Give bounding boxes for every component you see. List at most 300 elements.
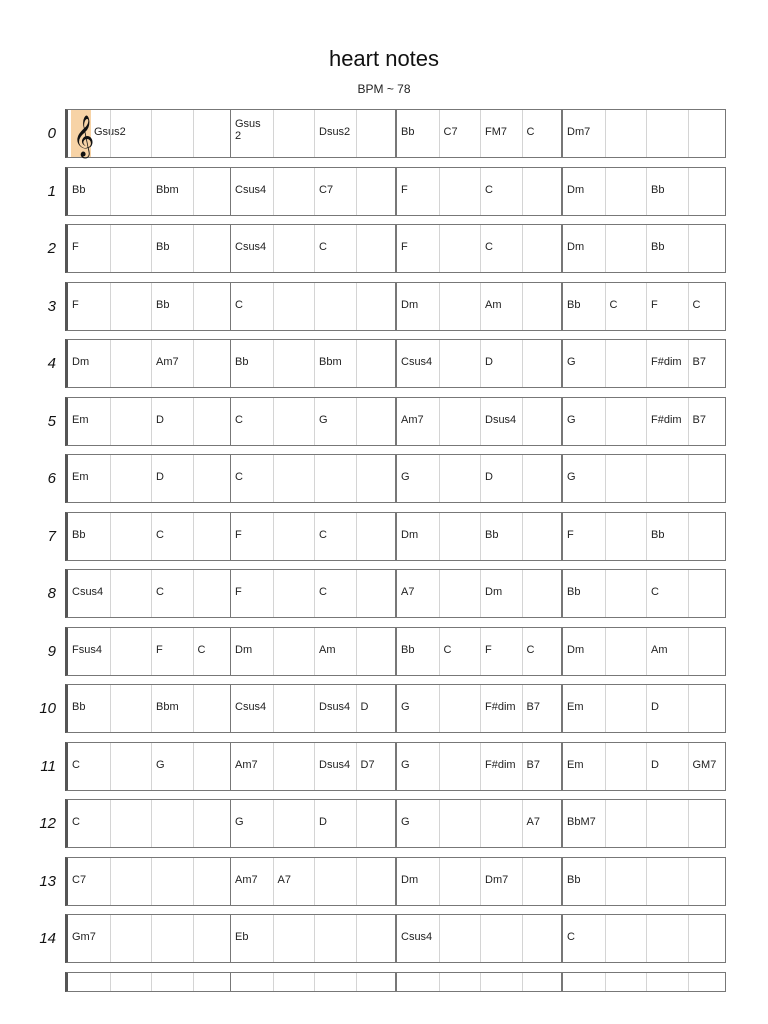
beat-cell[interactable] [314, 685, 356, 732]
beat-cell[interactable] [314, 743, 356, 790]
beat-cell[interactable] [397, 628, 439, 675]
beat-cell[interactable] [151, 513, 193, 560]
beat-cell[interactable] [563, 743, 605, 790]
beat-cell[interactable] [231, 225, 273, 272]
beat-cell[interactable] [151, 398, 193, 445]
beat-cell[interactable] [151, 858, 193, 905]
beat-cell[interactable] [522, 513, 564, 560]
beat-cell[interactable] [688, 225, 730, 272]
measure[interactable] [562, 109, 726, 158]
beat-cell[interactable] [356, 455, 398, 502]
measure[interactable] [230, 397, 396, 446]
beat-cell[interactable] [563, 225, 605, 272]
measure[interactable] [230, 627, 396, 676]
beat-cell[interactable] [397, 800, 439, 847]
measure[interactable] [562, 972, 726, 992]
beat-cell[interactable] [193, 685, 235, 732]
measure[interactable] [230, 799, 396, 848]
beat-cell[interactable] [605, 915, 647, 962]
beat-cell[interactable] [563, 973, 605, 991]
beat-cell[interactable] [563, 340, 605, 387]
beat-cell[interactable] [68, 915, 110, 962]
beat-cell[interactable] [273, 685, 315, 732]
beat-cell[interactable] [314, 398, 356, 445]
beat-cell[interactable] [480, 225, 522, 272]
beat-cell[interactable] [480, 283, 522, 330]
beat-cell[interactable] [273, 858, 315, 905]
beat-cell[interactable] [563, 455, 605, 502]
beat-cell[interactable] [231, 110, 273, 157]
beat-cell[interactable] [439, 973, 481, 991]
measure[interactable] [562, 512, 726, 561]
beat-cell[interactable] [563, 685, 605, 732]
measure[interactable] [65, 109, 231, 158]
beat-cell[interactable] [439, 225, 481, 272]
measure[interactable] [396, 397, 562, 446]
beat-cell[interactable] [480, 973, 522, 991]
beat-cell[interactable] [193, 858, 235, 905]
beat-cell[interactable] [439, 570, 481, 617]
beat-cell[interactable] [110, 743, 152, 790]
measure[interactable] [396, 857, 562, 906]
measure[interactable] [230, 972, 396, 992]
beat-cell[interactable] [193, 800, 235, 847]
measure[interactable] [230, 224, 396, 273]
beat-cell[interactable] [688, 283, 730, 330]
beat-cell[interactable] [397, 513, 439, 560]
beat-cell[interactable] [439, 283, 481, 330]
measure[interactable] [562, 454, 726, 503]
beat-cell[interactable] [688, 513, 730, 560]
beat-cell[interactable] [193, 398, 235, 445]
beat-cell[interactable] [68, 973, 110, 991]
measure[interactable] [65, 857, 231, 906]
beat-cell[interactable] [522, 398, 564, 445]
beat-cell[interactable] [110, 915, 152, 962]
beat-cell[interactable] [397, 973, 439, 991]
beat-cell[interactable] [439, 168, 481, 215]
beat-cell[interactable] [193, 455, 235, 502]
beat-cell[interactable] [231, 973, 273, 991]
beat-cell[interactable] [151, 455, 193, 502]
beat-cell[interactable] [314, 800, 356, 847]
measure[interactable] [65, 569, 231, 618]
beat-cell[interactable] [563, 110, 605, 157]
beat-cell[interactable] [314, 340, 356, 387]
beat-cell[interactable] [605, 455, 647, 502]
beat-cell[interactable] [605, 398, 647, 445]
beat-cell[interactable] [68, 570, 110, 617]
beat-cell[interactable] [439, 915, 481, 962]
beat-cell[interactable] [605, 685, 647, 732]
beat-cell[interactable] [522, 340, 564, 387]
beat-cell[interactable] [439, 110, 481, 157]
beat-cell[interactable] [439, 743, 481, 790]
measure[interactable] [396, 167, 562, 216]
measure[interactable] [230, 512, 396, 561]
beat-cell[interactable] [522, 743, 564, 790]
beat-cell[interactable] [110, 283, 152, 330]
beat-cell[interactable] [563, 628, 605, 675]
beat-cell[interactable] [646, 973, 688, 991]
beat-cell[interactable] [273, 800, 315, 847]
beat-cell[interactable] [397, 685, 439, 732]
beat-cell[interactable] [110, 455, 152, 502]
beat-cell[interactable] [563, 800, 605, 847]
beat-cell[interactable] [480, 513, 522, 560]
beat-cell[interactable] [193, 915, 235, 962]
beat-cell[interactable] [273, 225, 315, 272]
beat-cell[interactable] [193, 225, 235, 272]
beat-cell[interactable] [314, 168, 356, 215]
beat-cell[interactable] [522, 225, 564, 272]
beat-cell[interactable] [231, 570, 273, 617]
beat-cell[interactable] [356, 685, 398, 732]
beat-cell[interactable] [688, 685, 730, 732]
measure[interactable] [396, 742, 562, 791]
beat-cell[interactable] [231, 340, 273, 387]
beat-cell[interactable] [439, 858, 481, 905]
beat-cell[interactable] [68, 455, 110, 502]
beat-cell[interactable] [688, 398, 730, 445]
beat-cell[interactable] [314, 628, 356, 675]
beat-cell[interactable] [273, 973, 315, 991]
beat-cell[interactable] [68, 110, 126, 157]
beat-cell[interactable] [605, 570, 647, 617]
beat-cell[interactable] [273, 110, 315, 157]
measure[interactable] [562, 167, 726, 216]
beat-cell[interactable] [439, 800, 481, 847]
beat-cell[interactable] [522, 455, 564, 502]
beat-cell[interactable] [273, 915, 315, 962]
beat-cell[interactable] [151, 570, 193, 617]
beat-cell[interactable] [356, 168, 398, 215]
measure[interactable] [396, 914, 562, 963]
beat-cell[interactable] [439, 455, 481, 502]
beat-cell[interactable] [397, 915, 439, 962]
beat-cell[interactable] [231, 628, 273, 675]
beat-cell[interactable] [314, 283, 356, 330]
beat-cell[interactable] [522, 110, 564, 157]
beat-cell[interactable] [646, 915, 688, 962]
beat-cell[interactable] [480, 628, 522, 675]
beat-cell[interactable] [151, 168, 193, 215]
beat-cell[interactable] [439, 628, 481, 675]
beat-cell[interactable] [110, 858, 152, 905]
beat-cell[interactable] [356, 743, 398, 790]
beat-cell[interactable] [688, 110, 730, 157]
beat-cell[interactable] [356, 110, 398, 157]
beat-cell[interactable] [273, 283, 315, 330]
beat-cell[interactable] [646, 685, 688, 732]
beat-cell[interactable] [397, 168, 439, 215]
beat-cell[interactable] [563, 398, 605, 445]
measure[interactable] [65, 684, 231, 733]
beat-cell[interactable] [314, 455, 356, 502]
measure[interactable] [65, 799, 231, 848]
beat-cell[interactable] [231, 800, 273, 847]
measure[interactable] [65, 742, 231, 791]
beat-cell[interactable] [193, 110, 235, 157]
measure[interactable] [562, 742, 726, 791]
beat-cell[interactable] [110, 398, 152, 445]
measure[interactable] [396, 627, 562, 676]
beat-cell[interactable] [605, 513, 647, 560]
beat-cell[interactable] [231, 743, 273, 790]
beat-cell[interactable] [231, 283, 273, 330]
beat-cell[interactable] [110, 513, 152, 560]
measure[interactable] [396, 339, 562, 388]
beat-cell[interactable] [563, 570, 605, 617]
beat-cell[interactable] [314, 110, 356, 157]
measure[interactable] [396, 109, 562, 158]
beat-cell[interactable] [688, 628, 730, 675]
beat-cell[interactable] [522, 915, 564, 962]
beat-cell[interactable] [646, 398, 688, 445]
measure[interactable] [562, 339, 726, 388]
measure[interactable] [396, 569, 562, 618]
beat-cell[interactable] [356, 283, 398, 330]
beat-cell[interactable] [522, 168, 564, 215]
beat-cell[interactable] [356, 398, 398, 445]
beat-cell[interactable] [480, 455, 522, 502]
beat-cell[interactable] [688, 455, 730, 502]
beat-cell[interactable] [646, 225, 688, 272]
beat-cell[interactable] [688, 340, 730, 387]
measure[interactable] [396, 454, 562, 503]
beat-cell[interactable] [110, 800, 152, 847]
beat-cell[interactable] [646, 455, 688, 502]
beat-cell[interactable] [356, 915, 398, 962]
measure[interactable] [562, 282, 726, 331]
measure[interactable] [230, 857, 396, 906]
beat-cell[interactable] [151, 973, 193, 991]
beat-cell[interactable] [314, 570, 356, 617]
beat-cell[interactable] [314, 513, 356, 560]
beat-cell[interactable] [151, 685, 193, 732]
beat-cell[interactable] [688, 570, 730, 617]
measure[interactable] [65, 512, 231, 561]
beat-cell[interactable] [480, 743, 522, 790]
beat-cell[interactable] [110, 685, 152, 732]
measure[interactable] [562, 224, 726, 273]
beat-cell[interactable] [193, 570, 235, 617]
beat-cell[interactable] [231, 455, 273, 502]
measure[interactable] [562, 799, 726, 848]
beat-cell[interactable] [397, 398, 439, 445]
beat-cell[interactable] [688, 973, 730, 991]
beat-cell[interactable] [273, 743, 315, 790]
beat-cell[interactable] [522, 858, 564, 905]
beat-cell[interactable] [646, 340, 688, 387]
measure[interactable] [562, 857, 726, 906]
measure[interactable] [396, 224, 562, 273]
beat-cell[interactable] [231, 915, 273, 962]
beat-cell[interactable] [397, 225, 439, 272]
beat-cell[interactable] [68, 513, 110, 560]
beat-cell[interactable] [688, 800, 730, 847]
beat-cell[interactable] [397, 455, 439, 502]
measure[interactable] [230, 454, 396, 503]
measure[interactable] [562, 684, 726, 733]
beat-cell[interactable] [68, 225, 110, 272]
beat-cell[interactable] [68, 283, 110, 330]
measure[interactable] [230, 914, 396, 963]
measure[interactable] [396, 282, 562, 331]
beat-cell[interactable] [522, 800, 564, 847]
measure[interactable] [65, 397, 231, 446]
measure[interactable] [396, 512, 562, 561]
measure[interactable] [230, 282, 396, 331]
beat-cell[interactable] [193, 513, 235, 560]
beat-cell[interactable] [522, 283, 564, 330]
beat-cell[interactable] [605, 858, 647, 905]
beat-cell[interactable] [646, 168, 688, 215]
beat-cell[interactable] [231, 513, 273, 560]
beat-cell[interactable] [397, 110, 439, 157]
beat-cell[interactable] [356, 570, 398, 617]
measure[interactable] [230, 742, 396, 791]
beat-cell[interactable] [605, 800, 647, 847]
beat-cell[interactable] [397, 340, 439, 387]
beat-cell[interactable] [646, 513, 688, 560]
beat-cell[interactable] [193, 283, 235, 330]
measure[interactable] [562, 397, 726, 446]
beat-cell[interactable] [605, 973, 647, 991]
beat-cell[interactable] [151, 915, 193, 962]
beat-cell[interactable] [480, 110, 522, 157]
beat-cell[interactable] [356, 340, 398, 387]
beat-cell[interactable] [151, 110, 193, 157]
beat-cell[interactable] [439, 685, 481, 732]
beat-cell[interactable] [646, 110, 688, 157]
beat-cell[interactable] [646, 800, 688, 847]
beat-cell[interactable] [646, 283, 688, 330]
beat-cell[interactable] [273, 513, 315, 560]
measure[interactable] [230, 569, 396, 618]
measure[interactable] [396, 799, 562, 848]
measure[interactable] [65, 224, 231, 273]
beat-cell[interactable] [605, 743, 647, 790]
beat-cell[interactable] [193, 743, 235, 790]
beat-cell[interactable] [110, 225, 152, 272]
beat-cell[interactable] [193, 973, 235, 991]
beat-cell[interactable] [480, 570, 522, 617]
beat-cell[interactable] [193, 628, 235, 675]
beat-cell[interactable] [688, 743, 730, 790]
beat-cell[interactable] [563, 283, 605, 330]
beat-cell[interactable] [522, 628, 564, 675]
measure[interactable] [396, 684, 562, 733]
beat-cell[interactable] [605, 225, 647, 272]
beat-cell[interactable] [151, 283, 193, 330]
beat-cell[interactable] [397, 858, 439, 905]
beat-cell[interactable] [646, 570, 688, 617]
beat-cell[interactable] [151, 340, 193, 387]
beat-cell[interactable] [480, 340, 522, 387]
beat-cell[interactable] [563, 168, 605, 215]
beat-cell[interactable] [68, 858, 110, 905]
beat-cell[interactable] [480, 800, 522, 847]
beat-cell[interactable] [231, 398, 273, 445]
beat-cell[interactable] [397, 570, 439, 617]
beat-cell[interactable] [522, 570, 564, 617]
beat-cell[interactable] [151, 800, 193, 847]
beat-cell[interactable] [193, 168, 235, 215]
beat-cell[interactable] [231, 168, 273, 215]
measure[interactable] [230, 167, 396, 216]
beat-cell[interactable] [605, 340, 647, 387]
beat-cell[interactable] [356, 513, 398, 560]
measure[interactable] [65, 627, 231, 676]
beat-cell[interactable] [68, 628, 110, 675]
beat-cell[interactable] [439, 513, 481, 560]
beat-cell[interactable] [480, 685, 522, 732]
beat-cell[interactable] [480, 168, 522, 215]
beat-cell[interactable] [605, 168, 647, 215]
beat-cell[interactable] [273, 340, 315, 387]
beat-cell[interactable] [397, 283, 439, 330]
beat-cell[interactable] [480, 858, 522, 905]
beat-cell[interactable] [397, 743, 439, 790]
beat-cell[interactable] [110, 110, 152, 157]
beat-cell[interactable] [605, 110, 647, 157]
measure[interactable] [230, 339, 396, 388]
measure[interactable] [562, 627, 726, 676]
beat-cell[interactable] [110, 340, 152, 387]
beat-cell[interactable] [480, 915, 522, 962]
beat-cell[interactable] [646, 743, 688, 790]
beat-cell[interactable] [68, 398, 110, 445]
measure[interactable] [65, 339, 231, 388]
beat-cell[interactable] [68, 168, 110, 215]
beat-cell[interactable] [68, 743, 110, 790]
measure[interactable] [65, 282, 231, 331]
measure[interactable] [562, 914, 726, 963]
beat-cell[interactable] [522, 685, 564, 732]
beat-cell[interactable] [151, 628, 193, 675]
beat-cell[interactable] [273, 455, 315, 502]
beat-cell[interactable] [151, 225, 193, 272]
beat-cell[interactable] [110, 168, 152, 215]
beat-cell[interactable] [68, 685, 110, 732]
beat-cell[interactable] [193, 340, 235, 387]
beat-cell[interactable] [439, 398, 481, 445]
beat-cell[interactable] [314, 973, 356, 991]
beat-cell[interactable] [273, 398, 315, 445]
beat-cell[interactable] [273, 570, 315, 617]
beat-cell[interactable] [314, 225, 356, 272]
beat-cell[interactable] [688, 915, 730, 962]
beat-cell[interactable] [646, 628, 688, 675]
beat-cell[interactable] [688, 168, 730, 215]
beat-cell[interactable] [231, 685, 273, 732]
beat-cell[interactable] [605, 628, 647, 675]
beat-cell[interactable] [68, 800, 110, 847]
beat-cell[interactable] [356, 800, 398, 847]
beat-cell[interactable] [151, 743, 193, 790]
beat-cell[interactable] [231, 858, 273, 905]
beat-cell[interactable] [480, 398, 522, 445]
beat-cell[interactable] [356, 858, 398, 905]
beat-cell[interactable] [563, 858, 605, 905]
beat-cell[interactable] [273, 628, 315, 675]
beat-cell[interactable] [110, 628, 152, 675]
measure[interactable] [562, 569, 726, 618]
beat-cell[interactable] [356, 225, 398, 272]
measure[interactable] [396, 972, 562, 992]
measure[interactable] [230, 109, 396, 158]
